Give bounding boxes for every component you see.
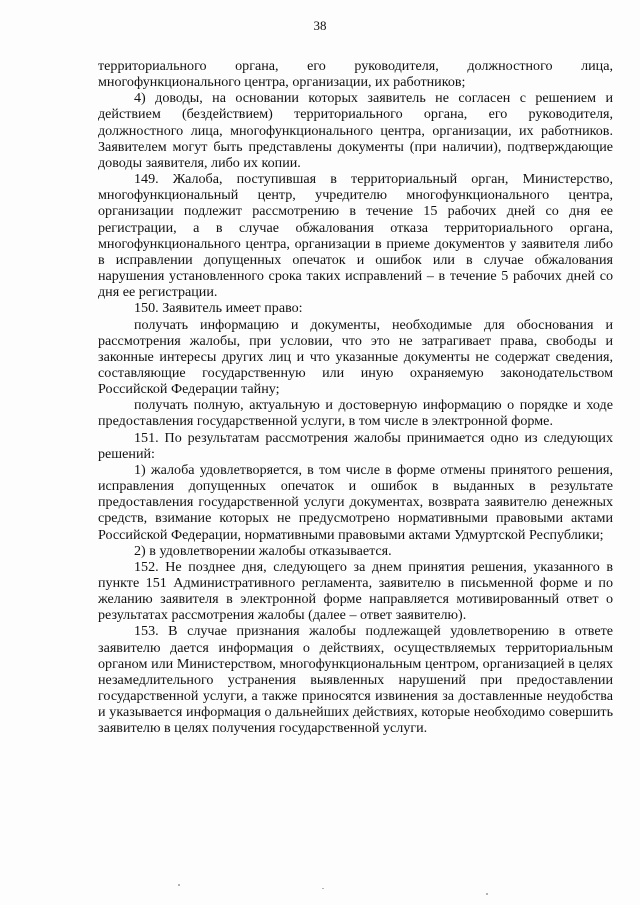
scan-speck [178, 884, 180, 886]
paragraph-151: 151. По результатам рассмотрения жалобы принимается одно из следующих решений: [98, 429, 613, 462]
paragraph-150: 150. Заявитель имеет право: [134, 300, 303, 317]
paragraph-right-information: получать полную, актуальную и достоверную информацию о порядке и ходе предоставления государственной услуги, в том числе в электронной форме. [98, 397, 613, 430]
paragraph-continuation: территориального органа, его руководителя, должностного лица, многофункционального центра, организации, их работников; [98, 58, 613, 91]
scan-speck [322, 888, 324, 889]
document-body [98, 58, 613, 737]
scan-speck [486, 893, 488, 895]
paragraph-decision-1: 1) жалоба удовлетворяется, в том числе в форме отмены принятого решения, исправления допущенных опечаток и ошибок в выданных в результате предоставления государственной услуги документах, возврата заявителю денежных средств, взимание которых не предусмотрено нормативными правовыми актами Российской Федерации, нормативными правовыми актами Удмуртской Республики; [98, 461, 613, 543]
paragraph-item-4: 4) доводы, на основании которых заявитель не согласен с решением и действием (бездействием) территориального органа, его руководителя, должностного лица, многофункционального центра, организации, их работников. Заявителем могут быть представлены документы (при наличии), подтверждающие доводы заявителя, либо их копии. [98, 90, 613, 171]
paragraph-153: 153. В случае признания жалобы подлежащей удовлетворению в ответе заявителю дается информация о действиях, осуществляемых территориальным органом или Министерством, многофункциональным центром, организацией в целях незамедлительного устранения выявленных нарушений при предоставлении государственной услуги, а также приносятся извинения за доставленные неудобства и указывается информация о дальнейших действиях, которые необходимо совершить заявителю в целях получения государственной услуги. [98, 623, 613, 737]
paragraph-decision-2: 2) в удовлетворении жалобы отказывается. [134, 542, 392, 559]
paragraph-right-documents: получать информацию и документы, необходимые для обоснования и рассмотрения жалобы, при условии, что это не затрагивает права, свободы и законные интересы других лиц и что указанные документы не содержат сведения, составляющие государственную или иную охраняемую законодательством Российской Федерации тайну; [98, 316, 613, 398]
paragraph-152: 152. Не позднее дня, следующего за днем принятия решения, указанного в пункте 151 Административного регламента, заявителю в письменной форме и по желанию заявителя в электронной форме направляется мотивированный ответ о результатах рассмотрения жалобы (далее – ответ заявителю). [98, 558, 613, 624]
paragraph-149: 149. Жалоба, поступившая в территориальный орган, Министерство, многофункциональный центр, учредителю многофункционального центра, организации подлежит рассмотрению в течение 15 рабочих дней со дня ее регистрации, а в случае обжалования отказа территориального органа, многофункционального центра, организации в приеме документов у заявителя либо в исправлении допущенных опечаток и ошибок или в случае обжалования нарушения установленного срока таких исправлений – в течение 5 рабочих дней со дня ее регистрации. [98, 171, 613, 301]
page-number: 38 [313, 18, 327, 33]
